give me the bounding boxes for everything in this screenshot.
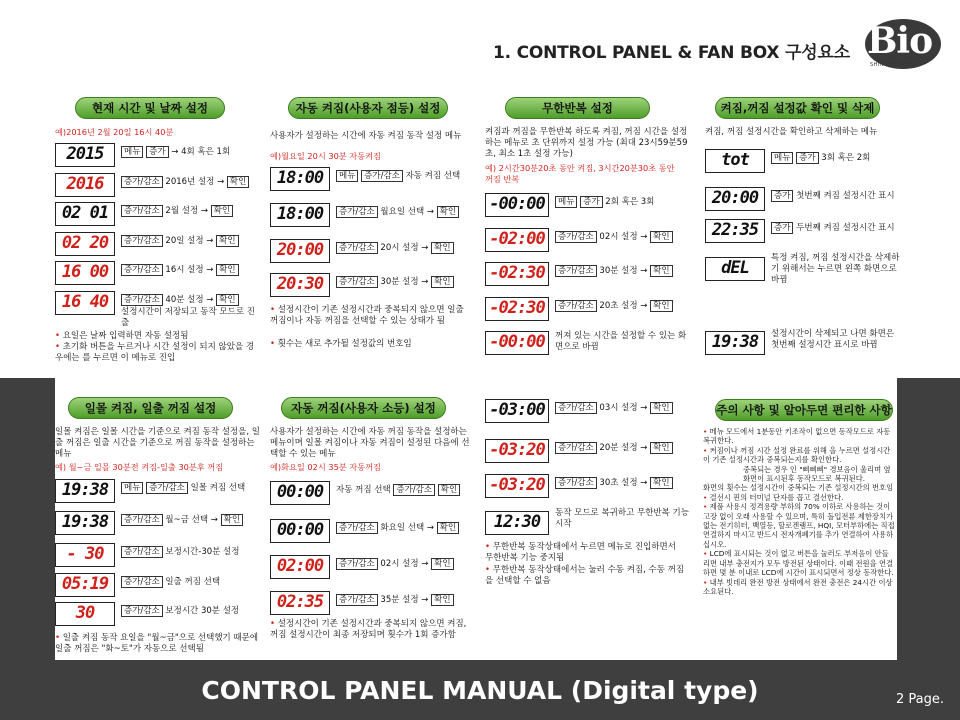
list-item — [270, 481, 475, 505]
lcd-display: 30 — [55, 602, 115, 626]
lcd-display: 20:30 — [270, 273, 330, 297]
lcd-display: -02:30 — [485, 297, 549, 321]
lcd-display: 16 00 — [55, 261, 115, 285]
page-number: 2 Page. — [895, 692, 944, 707]
lcd-display: dEL — [705, 257, 765, 281]
lcd-display: 02:00 — [270, 555, 330, 579]
section-description: 사용자가 설정하는 시간에 자동 꺼짐 동작을 설정하는 메뉴이며 일몰 켜짐이나 자동 켜짐이 설정된 다음에 선택할 수 있는 메뉴 — [270, 427, 470, 459]
confirm-button[interactable]: 확인 — [650, 231, 672, 243]
confirm-button[interactable]: 확인 — [431, 558, 453, 570]
list-item — [55, 202, 260, 226]
lcd-display: 02 01 — [55, 202, 115, 226]
confirm-button[interactable]: 확인 — [650, 442, 672, 454]
confirm-button[interactable]: 확인 — [650, 477, 672, 489]
confirm-button[interactable]: 확인 — [650, 300, 672, 312]
step-text: 16시 설정 → — [165, 265, 214, 275]
section-description: 켜짐, 꺼짐 설정시간을 확인하고 삭제하는 메뉴 — [705, 127, 878, 137]
lcd-display: 16 40 — [55, 291, 115, 315]
list-item — [485, 297, 690, 321]
list-item — [55, 232, 260, 256]
note-item: • 제품 사용시 정격용량 부하의 70% 이하로 사용하는 것이 고장 없이 오래 사용할 수 있으며, 특히 돌입전류 제한장치가 없는 전기히터, 백열등, 할로겐램프, HQI, 모터부하에는 직접 연결하지 마시고 반드시 전자개폐기를 추가 연결하여 사용하십시오. — [703, 502, 895, 549]
lcd-display: 00:00 — [270, 519, 330, 543]
incdec-button[interactable]: 증가/감소 — [336, 522, 378, 534]
list-item — [270, 591, 475, 615]
confirm-button[interactable]: 확인 — [431, 594, 453, 606]
step-text: 자동 켜짐 선택 — [405, 171, 461, 181]
incdec-button[interactable]: 증가/감소 — [146, 482, 188, 494]
lcd-display: 22:35 — [705, 219, 765, 243]
confirm-button[interactable]: 확인 — [650, 265, 672, 277]
incdec-button[interactable]: 증가/감소 — [336, 242, 378, 254]
lcd-display: - 30 — [55, 543, 115, 567]
step-text: 일몰 켜짐 선택 — [190, 483, 246, 493]
step-text: 30분 설정 → — [380, 277, 429, 287]
incdec-button[interactable]: 증가/감소 — [336, 594, 378, 606]
lcd-display: 05:19 — [55, 573, 115, 597]
lcd-display: 02:35 — [270, 591, 330, 615]
step-text: 3회 혹은 2회 — [821, 153, 871, 163]
lcd-display: 20:00 — [705, 187, 765, 211]
confirm-button[interactable]: 확인 — [431, 276, 453, 288]
incdec-button[interactable]: 증가/감소 — [121, 205, 163, 217]
list-item — [705, 253, 910, 285]
list-item — [270, 555, 475, 579]
section-title-check-delete: 켜짐,꺼짐 설정값 확인 및 삭제 — [715, 97, 880, 119]
confirm-button[interactable]: 확인 — [211, 205, 233, 217]
list-item — [705, 149, 910, 173]
example-current-time: 예)2016년 2월 20일 16시 40분 — [55, 127, 174, 137]
list-item — [270, 167, 475, 191]
bullet-item: • 일출 켜짐 동작 요일을 "월~금"으로 선택했기 때문에 일출 꺼짐은 "화~토"가 자동으로 선택됨 — [55, 633, 259, 654]
lcd-display: 2016 — [55, 173, 115, 197]
step-text: 02시 설정 → — [380, 559, 429, 569]
lcd-display: -03:00 — [485, 399, 549, 423]
list-item — [55, 573, 260, 597]
list-item — [485, 228, 690, 252]
incdec-button[interactable]: 증가/감소 — [555, 442, 597, 454]
list-item — [705, 187, 910, 211]
list-item — [55, 261, 260, 285]
section-title-notes: 주의 사항 및 알아두면 편리한 사항 — [715, 399, 893, 421]
step-text: 동작 모드로 복귀하고 무한반복 기능 시작 — [555, 508, 689, 529]
increase-button[interactable]: 증가 — [796, 152, 818, 164]
step-text: → 4회 혹은 1회 — [171, 147, 231, 157]
note-item: • LCD에 표시되는 것이 없고 버튼을 눌러도 부저음이 안들리면 내부 충전지가 모두 방전된 상태이다. 이때 전원을 연결하면 몇 분 이내로 LCD에 시간이 표시되면서 정상 동작한다. — [703, 549, 894, 578]
bullet-item: • 설정시간이 기존 설정시간과 중복되지 않으면 켜짐, 꺼짐 설정시간이 최종 저장되며 횟수가 1회 증가함 — [270, 619, 467, 640]
lcd-display: -02:00 — [485, 228, 549, 252]
list-item — [55, 602, 260, 626]
step-text: 30초 설정 → — [599, 478, 648, 488]
lcd-display: 18:00 — [270, 167, 330, 191]
menu-button[interactable]: 메뉴 — [771, 152, 793, 164]
step-text: 2016년 설정 → — [165, 177, 225, 187]
confirm-button[interactable]: 확인 — [438, 484, 460, 496]
incdec-button[interactable]: 증가/감소 — [121, 546, 163, 558]
list-item — [270, 519, 475, 543]
list-item — [485, 262, 690, 286]
menu-button[interactable]: 메뉴 — [121, 482, 143, 494]
incdec-button[interactable]: 증가/감소 — [555, 402, 597, 414]
note-item: 중복되는 경우 인 "삐삐삐" 경보음이 울리며 옆 화면이 표시된후 동작모드로 복귀된다. — [743, 464, 891, 484]
step-text: 40분 설정 → — [165, 295, 214, 305]
note-text: 설정시간이 저장되고 동작 모드로 진출 — [121, 307, 255, 328]
incdec-button[interactable]: 증가/감소 — [336, 558, 378, 570]
lcd-display: 12:30 — [485, 511, 549, 535]
list-item — [485, 399, 690, 423]
bullet-item: • 무한반복 동작상태에서는 눌러 수동 켜짐, 수동 꺼짐을 선택할 수 없음 — [485, 565, 685, 586]
step-text: 20분 설정 → — [599, 443, 648, 453]
list-item — [55, 543, 260, 567]
list-item — [485, 331, 690, 355]
incdec-button[interactable]: 증가/감소 — [121, 605, 163, 617]
note-item: • 메뉴 모드에서 1분동안 키조작이 없으면 동작모드로 자동 복귀한다. — [703, 427, 891, 446]
bullet-item: • 요일은 날짜 입력하면 자동 설정됨 — [55, 331, 189, 341]
list-item — [55, 173, 260, 197]
confirm-button[interactable]: 확인 — [650, 402, 672, 414]
step-text: 꺼져 있는 시간을 설정할 수 있는 화면으로 바뀜 — [555, 331, 687, 352]
step-text: 30분 설정 → — [599, 266, 648, 276]
step-text: 설정시간이 삭제되고 나면 화면은 첫번째 설정시간 표시로 바뀜 — [771, 329, 895, 350]
manual-sheet — [55, 87, 900, 660]
step-text: 첫번째 켜짐 설정시간 표시 — [796, 191, 895, 201]
list-item — [705, 219, 910, 243]
incdec-button[interactable]: 증가/감소 — [393, 484, 435, 496]
confirm-button[interactable]: 확인 — [437, 206, 459, 218]
section-description: 켜짐과 꺼짐을 무한반복 하도록 켜짐, 꺼짐 시간을 설정하는 메뉴로 초 단위까지 설정 가능 (최대 23시59분59초, 최소 1초 설정 가능) — [485, 127, 688, 159]
step-text: 특정 켜짐, 꺼짐 설정시간을 삭제하기 위해서는 누르면 왼쪽 화면으로 바뀜 — [771, 253, 900, 285]
incdec-button[interactable]: 증가/감소 — [555, 265, 597, 277]
incdec-button[interactable]: 증가/감소 — [555, 231, 597, 243]
lcd-display: 02 20 — [55, 232, 115, 256]
section-description: 일몰 켜짐은 일몰 시간을 기준으로 켜짐 동작 설정을, 일출 꺼짐은 일출 시간을 기준으로 꺼짐 동작을 설정하는 메뉴 — [55, 427, 260, 459]
step-text: 월~금 선택 → — [165, 515, 218, 525]
step-text: 두번째 켜짐 설정시간 표시 — [796, 223, 895, 233]
incdec-button[interactable]: 증가/감소 — [121, 576, 163, 588]
step-text: 2월 설정 → — [165, 206, 208, 216]
increase-button[interactable]: 증가 — [771, 222, 793, 234]
list-item — [485, 474, 690, 498]
note-item: • 내부 빗데리 완전 방전 상태에서 완전 충전은 24시간 이상 소요된다. — [703, 577, 893, 596]
confirm-button[interactable]: 확인 — [437, 522, 459, 534]
bullet-item: • 설정시간이 기존 설정시간과 중복되지 않으면 일출 꺼짐이나 자동 꺼짐을 선택할 수 있는 상태가 됨 — [270, 305, 464, 326]
incdec-button[interactable]: 증가/감소 — [121, 235, 163, 247]
list-item — [55, 479, 260, 503]
section-title-auto-on: 자동 켜짐(사용자 점등) 설정 — [288, 97, 448, 119]
step-text: 월요일 선택 → — [380, 207, 435, 217]
list-item — [270, 239, 475, 263]
notes-list — [703, 427, 895, 596]
step-text: 20초 설정 → — [599, 301, 648, 311]
note-item: 화면의 횟수는 설정시간이 중복되는 기존 설정시간의 번호임 — [703, 483, 894, 493]
logo-text: Bio — [867, 20, 933, 62]
confirm-button[interactable]: 확인 — [216, 235, 238, 247]
lcd-display: 19:38 — [705, 331, 765, 355]
list-item — [485, 508, 690, 535]
list-item — [485, 439, 690, 463]
step-text: 20시 설정 → — [380, 243, 429, 253]
lcd-display: 00:00 — [270, 481, 330, 505]
section-title-auto-off: 자동 꺼짐(사용자 소등) 설정 — [281, 397, 446, 419]
lcd-display: 19:38 — [55, 511, 115, 535]
footer-title: CONTROL PANEL MANUAL (Digital type) — [201, 676, 759, 705]
section-title-sunset: 일몰 켜짐, 일출 꺼짐 설정 — [68, 397, 233, 419]
bullet-item: • 횟수는 새로 추가될 설정값의 번호임 — [270, 339, 412, 349]
confirm-button[interactable]: 확인 — [431, 242, 453, 254]
bullet-item: • 무한반복 동작상태에서 누르면 메뉴로 진입하면서 무한반복 기능 중지됨 — [485, 542, 676, 563]
section-description: 사용자가 설정하는 시간에 자동 켜짐 동작 설정 메뉴 — [270, 131, 462, 141]
increase-button[interactable]: 증가 — [771, 190, 793, 202]
example-auto-off: 예)화요일 02시 35분 자동꺼짐 — [270, 462, 381, 472]
lcd-display: -03:20 — [485, 474, 549, 498]
lcd-display: 19:38 — [55, 479, 115, 503]
confirm-button[interactable]: 확인 — [216, 294, 238, 306]
step-text: 03시 설정 → — [599, 403, 648, 413]
example-sunset: 예) 월~금 일몰 30분전 켜짐-일출 30분후 꺼짐 — [55, 462, 224, 472]
incdec-button[interactable]: 증가/감소 — [555, 300, 597, 312]
list-item — [705, 331, 910, 355]
step-text: 보정시간-30분 설정 — [165, 547, 240, 557]
menu-button[interactable]: 메뉴 — [336, 170, 358, 182]
step-text: 02시 설정 → — [599, 232, 648, 242]
list-item — [270, 273, 475, 297]
increase-button[interactable]: 증가 — [580, 196, 602, 208]
incdec-button[interactable]: 증가/감소 — [361, 170, 403, 182]
step-text: 자동 꺼짐 선택 — [336, 485, 391, 495]
logo-subtitle: SHIN BIO TECH. — [870, 62, 917, 68]
lcd-display: -03:20 — [485, 439, 549, 463]
step-text: 보정시간 30분 설정 — [165, 606, 240, 616]
incdec-button[interactable]: 증가/감소 — [336, 276, 378, 288]
incdec-button[interactable]: 증가/감소 — [555, 477, 597, 489]
bullet-item: • 초기화 버튼을 누르거나 시간 설정이 되지 않았을 경우에는 를 누르면 이 메뉴로 진입 — [55, 342, 255, 363]
lcd-display: -00:00 — [485, 331, 549, 355]
example-repeat: 예) 2시간30분20초 동안 켜짐, 3시간20분30초 동안 꺼짐 반복 — [485, 163, 675, 184]
incdec-button[interactable]: 증가/감소 — [121, 294, 163, 306]
menu-button[interactable]: 메뉴 — [555, 196, 577, 208]
menu-button[interactable]: 메뉴 — [121, 146, 143, 158]
step-text: 2회 혹은 3회 — [605, 197, 655, 207]
lcd-display: 18:00 — [270, 203, 330, 227]
lcd-display: tot — [705, 149, 765, 173]
slide-title: 1. CONTROL PANEL & FAN BOX 구성요소 — [493, 43, 850, 63]
lcd-display: -02:30 — [485, 262, 549, 286]
note-item: • 결선시 핀의 터미널 단자를 꼽고 결선한다. — [703, 492, 844, 502]
list-item — [270, 203, 475, 227]
lcd-display: 20:00 — [270, 239, 330, 263]
note-item: • 켜짐이나 꺼짐 시간 설정 완료를 위해 을 누르면 설정시간이 기존 설정시간과 중복되는지를 확인한다. — [703, 445, 891, 465]
increase-button[interactable]: 증가 — [146, 146, 168, 158]
step-text: 35분 설정 → — [380, 595, 429, 605]
incdec-button[interactable]: 증가/감소 — [121, 176, 163, 188]
confirm-button[interactable]: 확인 — [221, 514, 243, 526]
incdec-button[interactable]: 증가/감소 — [121, 514, 163, 526]
list-item — [485, 193, 690, 217]
step-text: 일출 꺼짐 선택 — [165, 577, 221, 587]
section-title-current-time: 현재 시간 및 날짜 설정 — [75, 97, 225, 119]
example-auto-on: 예)월요일 20시 30분 자동켜짐 — [270, 151, 381, 161]
confirm-button[interactable]: 확인 — [227, 176, 249, 188]
lcd-display: 2015 — [55, 143, 115, 167]
confirm-button[interactable]: 확인 — [216, 264, 238, 276]
incdec-button[interactable]: 증가/감소 — [336, 206, 378, 218]
list-item — [55, 143, 260, 167]
lcd-display: -00:00 — [485, 193, 549, 217]
step-text: 20일 설정 → — [165, 236, 214, 246]
incdec-button[interactable]: 증가/감소 — [121, 264, 163, 276]
list-item — [55, 511, 260, 535]
step-text: 화요일 선택 → — [380, 523, 435, 533]
section-title-repeat: 무한반복 설정 — [505, 97, 650, 119]
